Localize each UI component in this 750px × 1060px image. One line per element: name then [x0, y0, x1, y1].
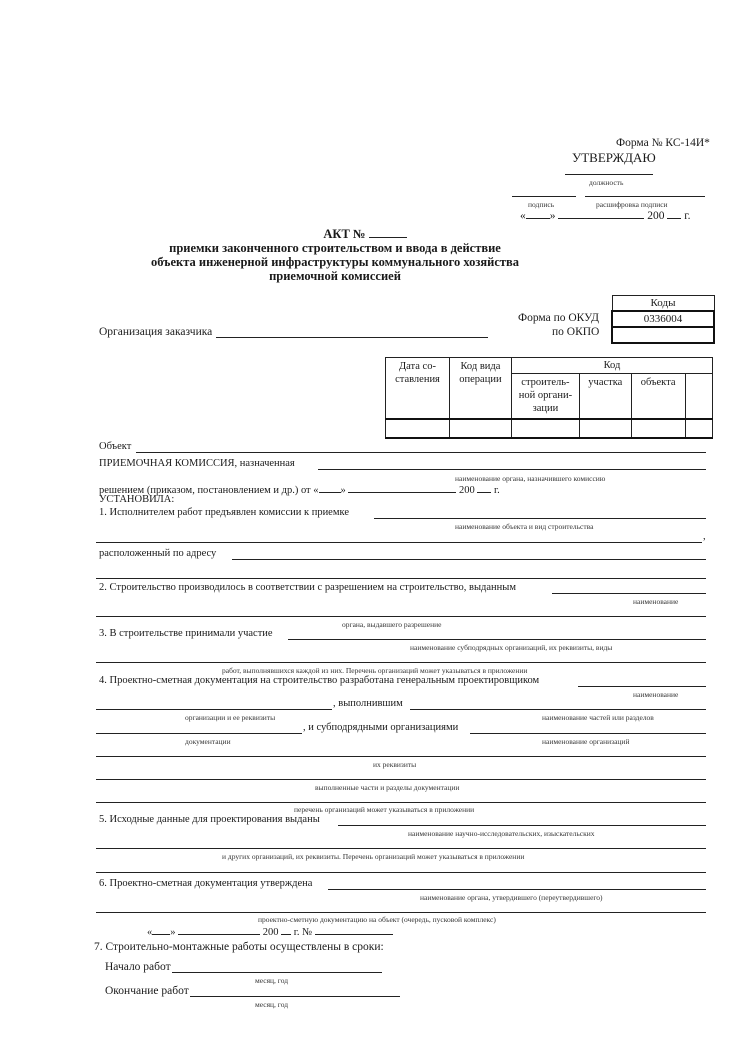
approve-year-field[interactable] [667, 208, 681, 219]
object-field[interactable] [136, 452, 706, 453]
approve-heading: УТВЕРЖДАЮ [572, 150, 656, 165]
item-4-requisites-field[interactable] [96, 756, 706, 757]
item-6-month-field[interactable] [178, 924, 260, 935]
commission-field[interactable] [318, 469, 706, 470]
approve-date: « » 200 г. [520, 210, 691, 222]
item-6-field-2[interactable] [96, 912, 706, 913]
address-field[interactable] [232, 559, 706, 560]
item-5-caption-2: и других организаций, их реквизиты. Перечень организаций может указываться в приложении [222, 852, 525, 861]
end-date-field[interactable] [190, 996, 400, 997]
item-4-label: 4. Проектно-сметная документация на строительство разработана генеральным проектировщиком [99, 675, 540, 686]
okpo-label: по ОКПО [552, 326, 600, 338]
item-3-caption-2: работ, выполнявшихся каждой из них. Перечень организаций может указываться в приложении [222, 666, 528, 675]
operation-cell[interactable] [449, 419, 511, 438]
start-label: Начало работ [105, 961, 171, 973]
extra-code-cell[interactable] [685, 419, 712, 438]
item-4-suborg-field[interactable] [470, 733, 706, 734]
item-2-field-2[interactable] [96, 616, 706, 617]
item-4-caption-4: документации [185, 737, 231, 746]
col-object-header: объекта [631, 374, 685, 420]
signature-decode-caption: расшифровка подписи [596, 200, 668, 209]
item-4-caption-6: их реквизиты [373, 760, 417, 769]
approve-day-field[interactable] [526, 208, 550, 219]
item-4-caption-8: перечень организаций может указываться в приложении [294, 805, 475, 814]
item-5-field[interactable] [338, 825, 706, 826]
item-4-caption-3: наименование частей или разделов [542, 713, 654, 722]
item-4-field[interactable] [578, 686, 706, 687]
item-6-caption-2: проектно-сметную документацию на объект (очередь, пусковой комплекс) [258, 915, 496, 924]
okud-label: Форма по ОКУД [518, 312, 599, 324]
title-line-3: приемочной комиссией [269, 269, 401, 283]
item-2-label: 2. Строительство производилось в соответствии с разрешением на строительство, выданным [99, 582, 516, 593]
decision-month-field[interactable] [348, 482, 456, 493]
item-1-caption: наименование объекта и вид строительства [455, 522, 594, 531]
address-field-2[interactable] [96, 578, 706, 579]
col-site-header: участка [579, 374, 631, 420]
item-4-doc-field[interactable] [96, 733, 302, 734]
item-6-day-field[interactable] [152, 924, 170, 935]
established-heading: УСТАНОВИЛА: [99, 494, 175, 505]
col-extra-header [685, 374, 712, 420]
item-4-caption-1: наименование [633, 690, 679, 699]
item-4-parts-done-field[interactable] [96, 779, 706, 780]
date-cell[interactable] [386, 419, 450, 438]
codes-header: Коды [612, 296, 714, 312]
item-1-field[interactable] [374, 518, 706, 519]
item-4-caption-7: выполненные части и разделы документации [315, 783, 460, 792]
col-date-header: Дата со- ставления [386, 358, 450, 420]
item-5-caption-1: наименование научно-исследовательских, изыскательских [408, 829, 595, 838]
item-3-label: 3. В строительстве принимали участие [99, 628, 273, 639]
decision-year-field[interactable] [477, 482, 491, 493]
customer-field[interactable] [216, 337, 488, 338]
signature-decode-field[interactable] [585, 196, 705, 197]
item-3-field-2[interactable] [96, 662, 706, 663]
item-6-year-field[interactable] [281, 924, 291, 935]
start-date-field[interactable] [172, 972, 382, 973]
start-caption: месяц, год [255, 976, 289, 985]
position-field[interactable] [565, 174, 653, 175]
item-5-label: 5. Исходные данные для проектирования выданы [99, 814, 320, 825]
item-1-field-2[interactable] [96, 542, 702, 543]
item-4-subcontract: , и субподрядными организациями [303, 722, 459, 733]
address-label: расположенный по адресу [99, 548, 217, 559]
codes-table [611, 295, 715, 344]
col-code-header: Код [511, 358, 712, 374]
operation-codes-table [385, 357, 713, 439]
decision-day-field[interactable] [319, 482, 341, 493]
item-3-caption-1: наименование субподрядных организаций, их реквизиты, виды [410, 643, 613, 652]
position-caption: должность [589, 178, 624, 187]
signature-field[interactable] [512, 196, 576, 197]
form-number: Форма № КС-14И* [616, 137, 710, 149]
item-6-label: 6. Проектно-сметная документация утверждена [99, 878, 313, 889]
item-5-field-3[interactable] [96, 872, 706, 873]
act-number-field[interactable] [369, 227, 407, 238]
item-6-caption-1: наименование органа, утвердившего (переутвердившего) [420, 893, 603, 902]
item-4-caption-5: наименование организаций [542, 737, 630, 746]
approve-month-field[interactable] [558, 208, 644, 219]
col-org-header: строитель- ной органи- зации [511, 374, 579, 420]
commission-label: ПРИЕМОЧНАЯ КОМИССИЯ, назначенная [99, 458, 295, 469]
item-4-org-field[interactable] [96, 709, 332, 710]
customer-label: Организация заказчика [99, 326, 213, 338]
item-3-field[interactable] [288, 639, 706, 640]
signature-caption: подпись [528, 200, 555, 209]
item-6-number-field[interactable] [315, 924, 393, 935]
item-1-label: 1. Исполнителем работ предъявлен комиссии к приемке [99, 507, 349, 518]
end-label: Окончание работ [105, 985, 189, 997]
okpo-code[interactable] [612, 327, 714, 343]
commission-caption: наименование органа, назначившего комиссию [455, 474, 606, 483]
col-operation-header: Код вида операции [449, 358, 511, 420]
okud-code[interactable]: 0336004 [612, 311, 714, 327]
item-4-list-field[interactable] [96, 802, 706, 803]
object-label: Объект [99, 441, 132, 452]
object-code-cell[interactable] [631, 419, 685, 438]
item-4-performed: , выполнившим [333, 698, 403, 709]
title-line-2: объекта инженерной инфраструктуры коммунального хозяйства [150, 255, 520, 269]
item-7-label: 7. Строительно-монтажные работы осуществлены в сроки: [94, 941, 384, 953]
item-2-caption-2: органа, выдавшего разрешение [342, 620, 442, 629]
org-code-cell[interactable] [511, 419, 579, 438]
act-number: АКТ № [0, 227, 740, 242]
item-2-field[interactable] [552, 593, 706, 594]
item-5-field-2[interactable] [96, 848, 706, 849]
item-6-date-row: « » 200 г. № [147, 924, 393, 938]
item-4-caption-2: организации и ее реквизиты [185, 713, 276, 722]
item-4-parts-field[interactable] [410, 709, 706, 710]
item-2-caption-1: наименование [633, 597, 679, 606]
decision-row: решением (приказом, постановлением и др.) от « » 200 г. [99, 482, 500, 496]
title-line-1: приемки законченного строительством и ввода в действие [169, 241, 501, 255]
end-caption: месяц, год [255, 1000, 289, 1009]
site-code-cell[interactable] [579, 419, 631, 438]
item-6-field[interactable] [328, 889, 706, 890]
